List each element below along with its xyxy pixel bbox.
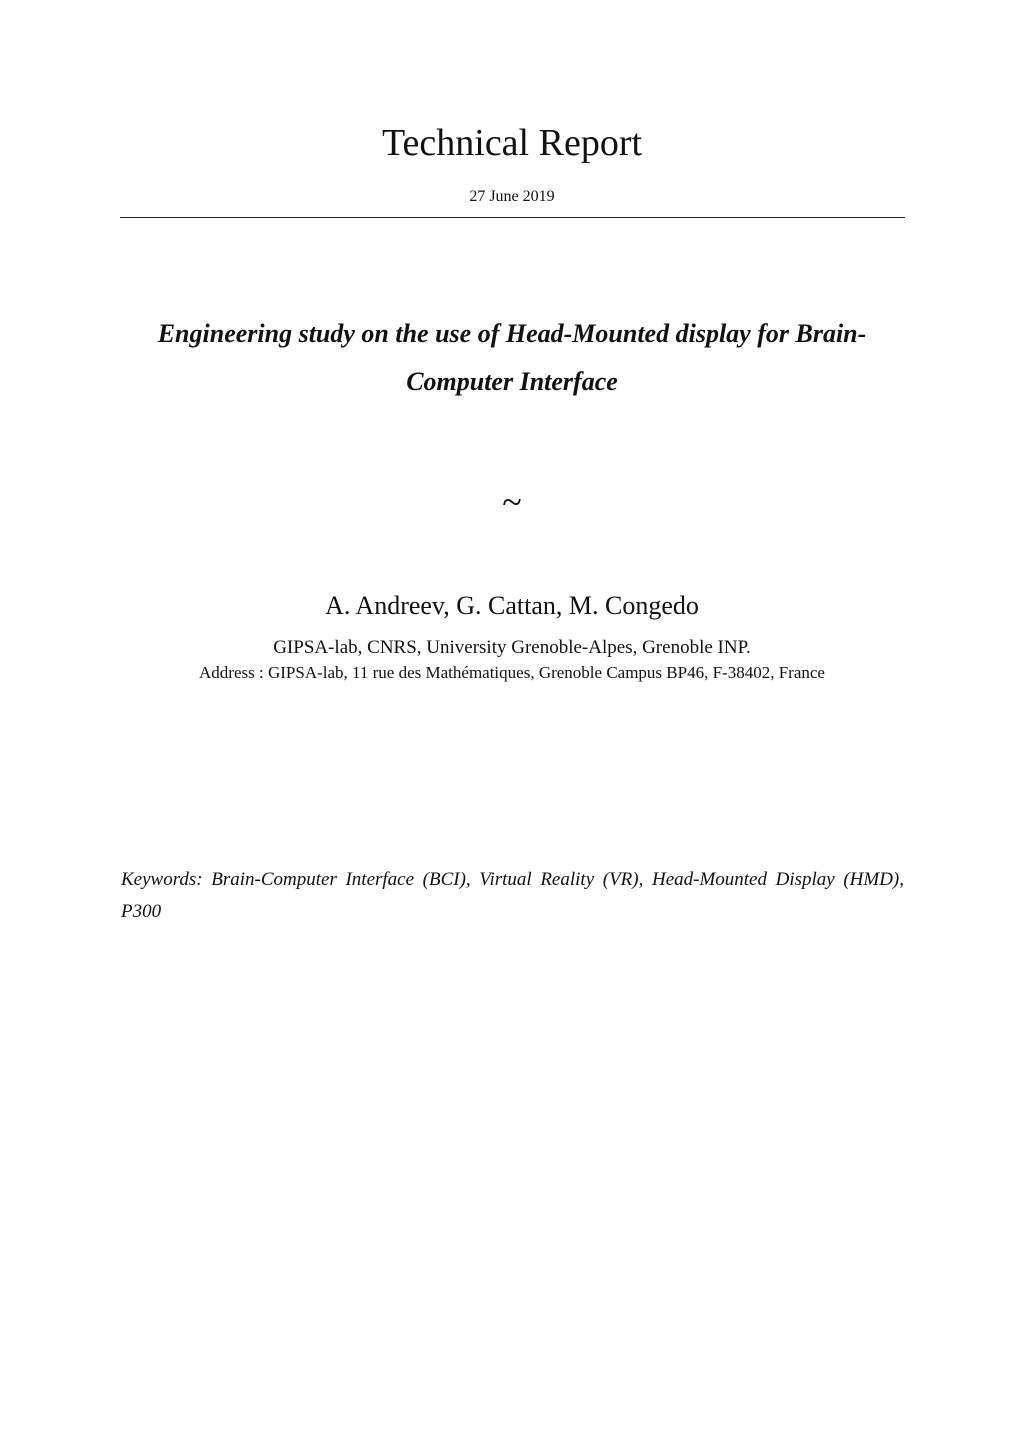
header-divider [120, 217, 905, 218]
keywords-line: P300 [121, 901, 162, 922]
paper-title-line: Computer Interface [406, 367, 618, 396]
document-title: Technical Report [381, 122, 643, 164]
author-affiliation: GIPSA-lab, CNRS, University Grenoble-Alpes, Grenoble INP. [273, 637, 751, 658]
author-list: A. Andreev, G. Cattan, M. Congedo [325, 591, 699, 620]
tilde-separator: ~ [502, 482, 522, 522]
keywords-line: Keywords: Brain-Computer Interface (BCI), Virtual Reality (VR), Head-Mounted Display (HMD), [121, 869, 904, 890]
paper-title [100, 310, 924, 406]
keywords-block [121, 864, 904, 928]
author-address: Address : GIPSA-lab, 11 rue des Mathématiques, Grenoble Campus BP46, F-38402, France [199, 663, 825, 682]
document-date: 27 June 2019 [469, 188, 555, 205]
paper-title-line: Engineering study on the use of Head-Mounted display for Brain- [157, 319, 867, 348]
